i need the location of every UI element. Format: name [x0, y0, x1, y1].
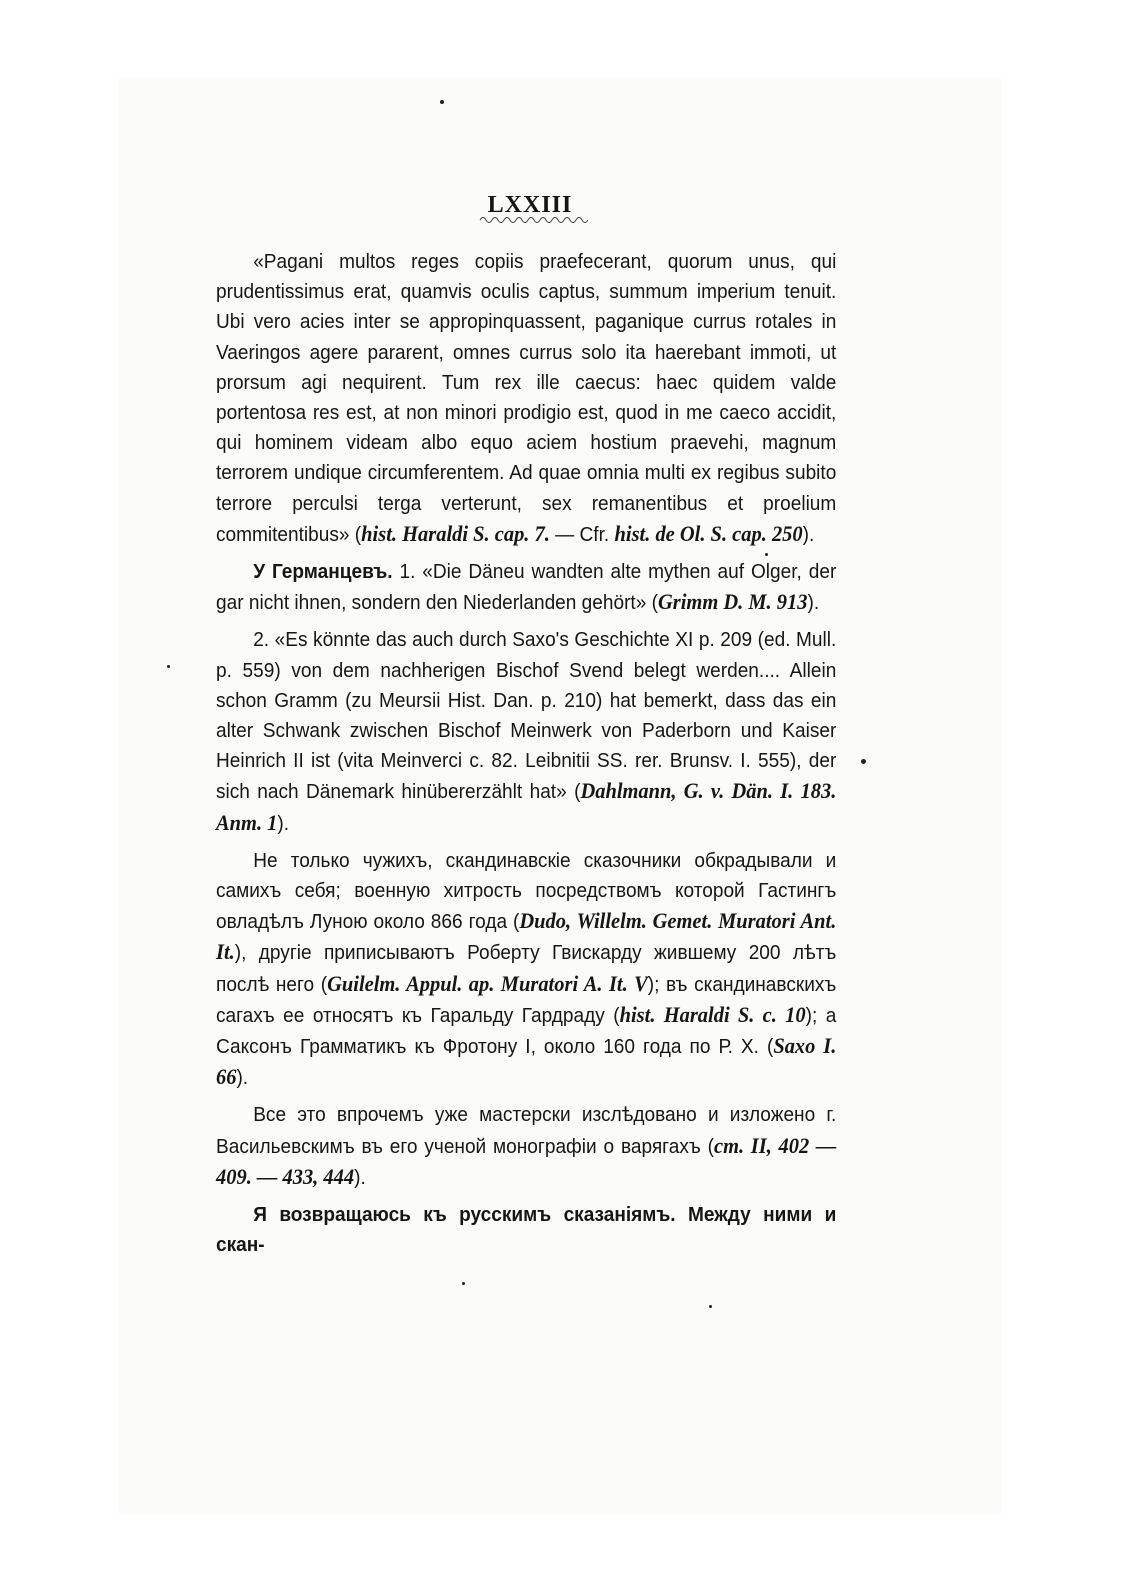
print-speck	[462, 1282, 465, 1285]
text-run: — Cfr.	[549, 522, 615, 546]
citation-italic: hist. de Ol. S. cap. 250	[614, 520, 803, 546]
text-run: ), другіе приписываютъ Роберту Гвискарду жившему 200 лѣтъ послѣ него (	[216, 941, 837, 996]
text-run: Все это впрочемъ уже мастерски изслѣдовано и изложено г. Васильевскимъ въ его ученой монографіи о варягахъ (	[216, 1103, 837, 1158]
page-number: LXXIII	[487, 192, 573, 218]
paragraph-latin-quote	[216, 247, 836, 550]
citation-italic: Dahlmann, G. v. Dän. I. 183. Anm. 1	[216, 778, 837, 835]
text-run: ).	[802, 522, 815, 546]
text-run: Не только чужихъ, скандинавскіе сказочники обкрадывали и самихъ себя; военную хитрость посредствомъ которой Гастингъ овладѣлъ Луною около 866 года (	[216, 848, 837, 934]
text-run: ); въ скандинавскихъ сагахъ ее относятъ къ Гаральду Гардраду (	[216, 972, 837, 1027]
citation-italic: Guilelm. Appul. ap. Muratori A. It. V	[327, 970, 648, 996]
paragraph-vasilievsky	[216, 1100, 836, 1193]
citation-italic: Dudo, Willelm. Gemet. Muratori Ant. It.	[216, 908, 837, 965]
text-run: «Pagani multos reges copiis praefecerant, quorum unus, qui prudentissimus erat, quamvis oculis captus, summum imperium tenuit. Ubi vero acies inter se appropinquassent, paganique currus rotales in Vaeringos agere pararent, omnes currus solo ita haerebant immoti, ut prorsum agi nequirent. Tum rex ille caecus: haec quidem valde portentosa res est, at non minori prodigio est, quod in me caeco accidit, qui hominem videam albo equo aciem hostium praevehi, magnum terrorem undique circumferentem. Ad quae omnia multi ex regibus subito terrore perculsi terga verterunt, sex remanentibus et proelium commitentibus» (	[216, 250, 837, 546]
print-speck	[861, 759, 866, 764]
print-speck	[765, 553, 768, 556]
citation-italic: Grimm D. M. 913	[657, 589, 808, 615]
citation-italic: hist. Haraldi S. c. 10	[619, 1001, 806, 1027]
print-speck	[709, 1305, 712, 1308]
paragraph-return	[216, 1200, 836, 1260]
text-run: 1. «Die Däneu wandten alte mythen auf Olger, der gar nicht ihnen, sondern den Niederlanden gehört» (	[216, 560, 837, 615]
citation-italic: hist. Haraldi S. cap. 7.	[361, 520, 550, 546]
body-text	[216, 247, 836, 1268]
citation-italic: Saxo I. 66	[216, 1033, 837, 1090]
print-speck	[167, 665, 170, 668]
text-bold: Я возвращаюсь къ русскимъ сказаніямъ. Между ними и скан-	[216, 1203, 837, 1257]
text-run: ).	[807, 591, 820, 615]
print-speck	[440, 100, 444, 104]
citation-italic: cm. II, 402 — 409. — 433, 444	[216, 1132, 837, 1189]
text-run: ); а Саксонъ Грамматикъ къ Фротону I, около 160 года по Р. Х. (	[216, 1003, 837, 1059]
text-run: ).	[236, 1066, 249, 1090]
text-run: ).	[354, 1165, 366, 1189]
paragraph-saxo	[216, 625, 836, 838]
paragraph-storytellers	[216, 846, 836, 1094]
text-bold: У Германцевъ.	[253, 560, 393, 584]
paragraph-germans	[216, 557, 836, 618]
ornament-rule	[478, 212, 588, 224]
text-run: ).	[277, 811, 290, 835]
text-run: 2. «Es könnte das auch durch Saxo's Geschichte XI p. 209 (ed. Mull. p. 559) von dem nachherigen Bischof Svend belegt werden.... Allein schon Gramm (zu Meursii Hist. Dan. p. 210) hat bemerkt, dass das ein alter Schwank zwischen Bischof Meinwerk von Paderborn und Kaiser Heinrich II ist (vita Meinverci c. 82. Leibnitii SS. rer. Brunsv. I. 555), der sich nach Dänemark hinübererzählt hat» (	[216, 628, 837, 804]
